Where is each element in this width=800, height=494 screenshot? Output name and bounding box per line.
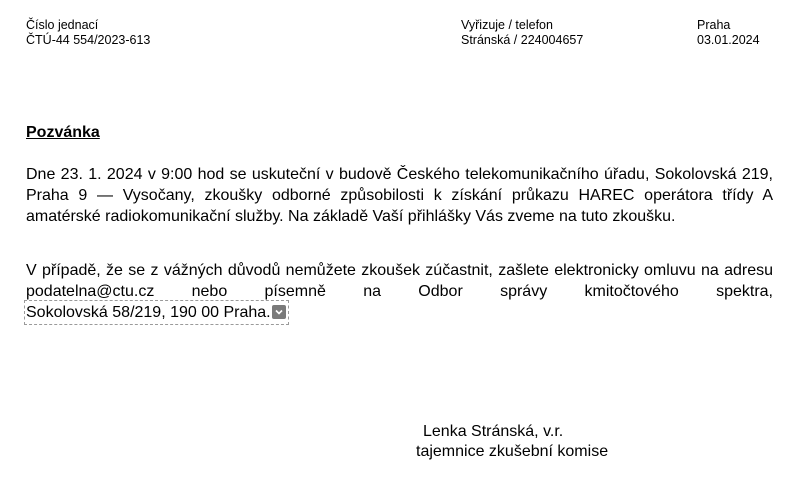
reference-number-value: ČTÚ-44 554/2023-613	[26, 33, 151, 47]
reference-number-block	[26, 18, 150, 48]
excuse-paragraph	[26, 260, 773, 323]
signatory-role: tajemnice zkušební komise	[416, 443, 609, 460]
contact-block	[461, 18, 583, 48]
address-content-control[interactable]	[26, 302, 287, 323]
contact-label: Vyřizuje / telefon	[461, 18, 553, 32]
document-title: Pozvánka	[26, 124, 100, 141]
place-label: Praha	[697, 18, 731, 32]
place-date-block	[697, 18, 760, 48]
chevron-down-icon[interactable]	[272, 305, 286, 319]
invitation-paragraph: Dne 23. 1. 2024 v 9:00 hod se uskuteční v budově Českého telekomunikačního úřadu, Sokolovská 219, Praha 9 — Vysočany, zkoušky odborné způsobilosti k získání průkazu HAREC operátora třídy A amatérské radiokomunikační služby. Na základě Vaší přihlášky Vás zveme na tuto zkoušku.	[26, 166, 773, 225]
excuse-text: V případě, že se z vážných důvodů nemůžete zkoušek zúčastnit, zašlete elektronicky omluvu na adresu podatelna@ctu.cz nebo písemně na Odbor správy kmitočtového spektra,	[26, 262, 773, 300]
contact-value: Stránská / 224004657	[461, 33, 584, 47]
signatory-name: Lenka Stránská, v.r.	[423, 423, 564, 440]
reference-number-label: Číslo jednací	[26, 18, 99, 32]
date-value: 03.01.2024	[697, 33, 760, 47]
address-value: Sokolovská 58/219, 190 00 Praha.	[26, 304, 271, 321]
